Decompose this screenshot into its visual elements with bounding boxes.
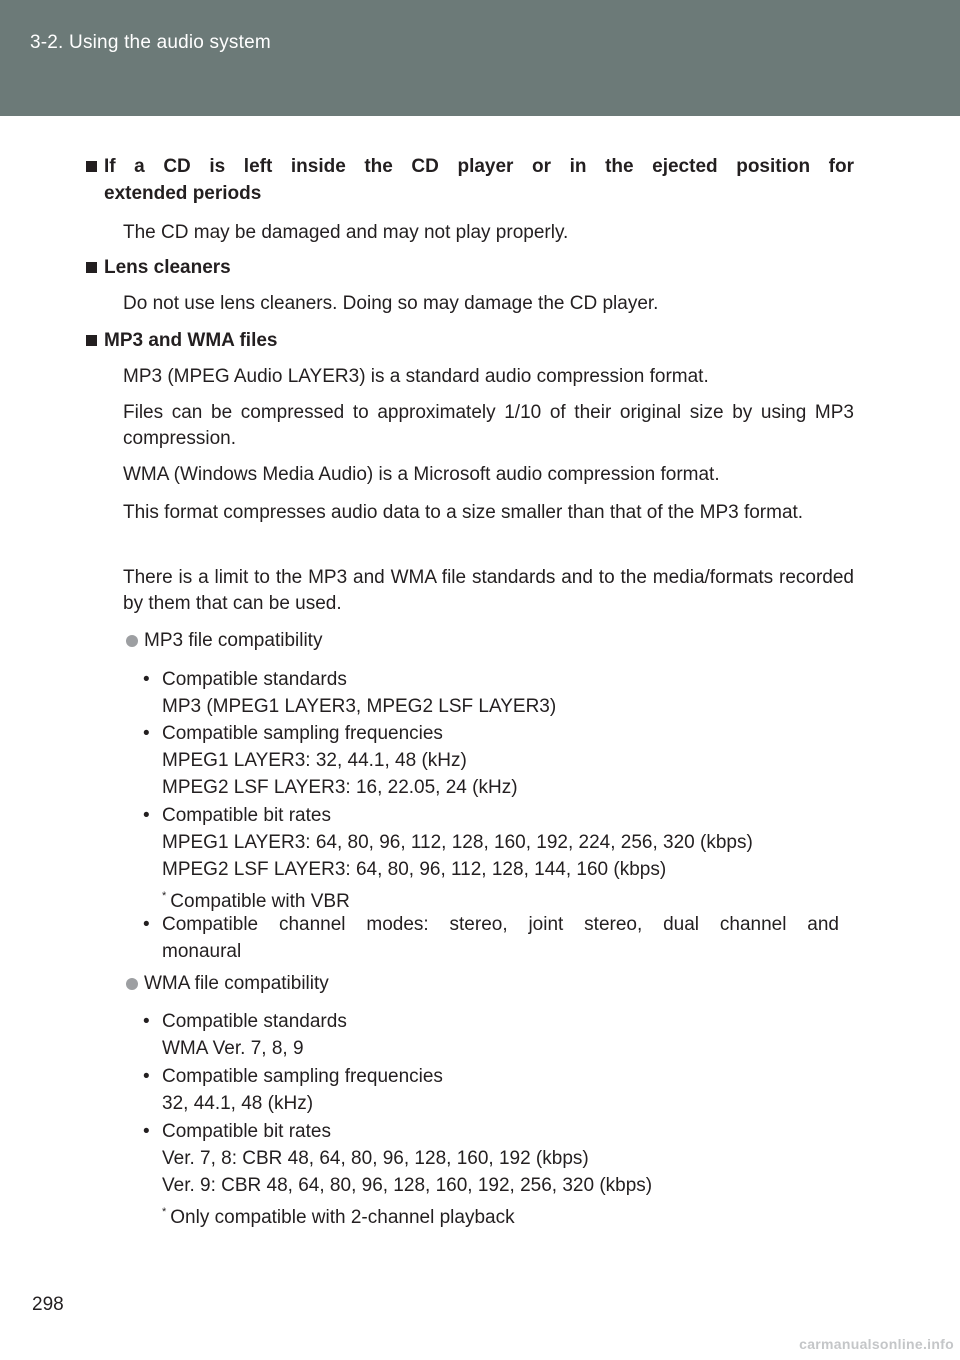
page-number: 298 <box>32 1294 64 1315</box>
asterisk-mark: * <box>162 1206 167 1218</box>
list-item: • Compatible bit rates MPEG1 LAYER3: 64, 80, 96, 112, 128, 160, 192, 224, 256, 320 (kbps) MPEG2 LSF LAYER3: 64, 80, 96, 112, 128, 144, 160 (kbps) * Compatible with VBR <box>162 802 839 915</box>
watermark-text: carmanualsonline.info <box>799 1336 954 1352</box>
bullet-dot-icon: • <box>143 723 150 744</box>
asterisk-mark: * <box>162 890 167 902</box>
paragraph: WMA (Windows Media Audio) is a Microsoft audio compression format. <box>123 464 720 485</box>
bullet-dot-icon: • <box>143 1121 150 1142</box>
square-bullet-icon <box>86 335 97 346</box>
list-item: • Compatible bit rates Ver. 7, 8: CBR 48, 64, 80, 96, 128, 160, 192 (kbps) Ver. 9: CBR 48, 64, 80, 96, 128, 160, 192, 256, 320 (kbps) * Only compatible with 2-channel playback <box>162 1118 839 1231</box>
page-header <box>0 0 960 116</box>
section-title-cd-left-inside: If a CD is left inside the CD player or in the ejected position for extended periods <box>104 153 854 207</box>
section-title-lens-cleaners: Lens cleaners <box>104 254 854 281</box>
chapter-title: 3-2. Using the audio system <box>30 32 271 53</box>
round-bullet-icon <box>126 635 138 647</box>
paragraph: MP3 (MPEG Audio LAYER3) is a standard audio compression format. <box>123 366 709 387</box>
section-title-mp3-wma: MP3 and WMA files <box>104 327 854 354</box>
footnote: * Compatible with VBR <box>162 890 350 912</box>
bullet-dot-icon: • <box>143 805 150 826</box>
paragraph: The CD may be damaged and may not play properly. <box>123 222 569 243</box>
bullet-dot-icon: • <box>143 669 150 690</box>
list-item: • Compatible standards WMA Ver. 7, 8, 9 <box>162 1008 839 1062</box>
mp3-compatibility-title: MP3 file compatibility <box>144 628 844 654</box>
paragraph: Files can be compressed to approximately 1/10 of their original size by using MP3 compression. <box>123 402 854 449</box>
round-bullet-icon <box>126 978 138 990</box>
square-bullet-icon <box>86 262 97 273</box>
list-item: • Compatible sampling frequencies 32, 44.1, 48 (kHz) <box>162 1063 839 1117</box>
list-item: • Compatible channel modes: stereo, joint stereo, dual channel and monaural <box>162 911 839 965</box>
bullet-dot-icon: • <box>143 1011 150 1032</box>
list-item: • Compatible standards MP3 (MPEG1 LAYER3, MPEG2 LSF LAYER3) <box>162 666 839 720</box>
square-bullet-icon <box>86 161 97 172</box>
wma-compatibility-title: WMA file compatibility <box>144 971 844 997</box>
paragraph: Do not use lens cleaners. Doing so may damage the CD player. <box>123 293 659 314</box>
bullet-dot-icon: • <box>143 1066 150 1087</box>
bullet-dot-icon: • <box>143 914 150 935</box>
paragraph: There is a limit to the MP3 and WMA file standards and to the media/formats recorded by them that can be used. <box>123 567 854 614</box>
list-item: • Compatible sampling frequencies MPEG1 LAYER3: 32, 44.1, 48 (kHz) MPEG2 LSF LAYER3: 16, 22.05, 24 (kHz) <box>162 720 839 801</box>
footnote: * Only compatible with 2-channel playback <box>162 1206 515 1228</box>
paragraph: This format compresses audio data to a size smaller than that of the MP3 format. <box>123 502 804 523</box>
